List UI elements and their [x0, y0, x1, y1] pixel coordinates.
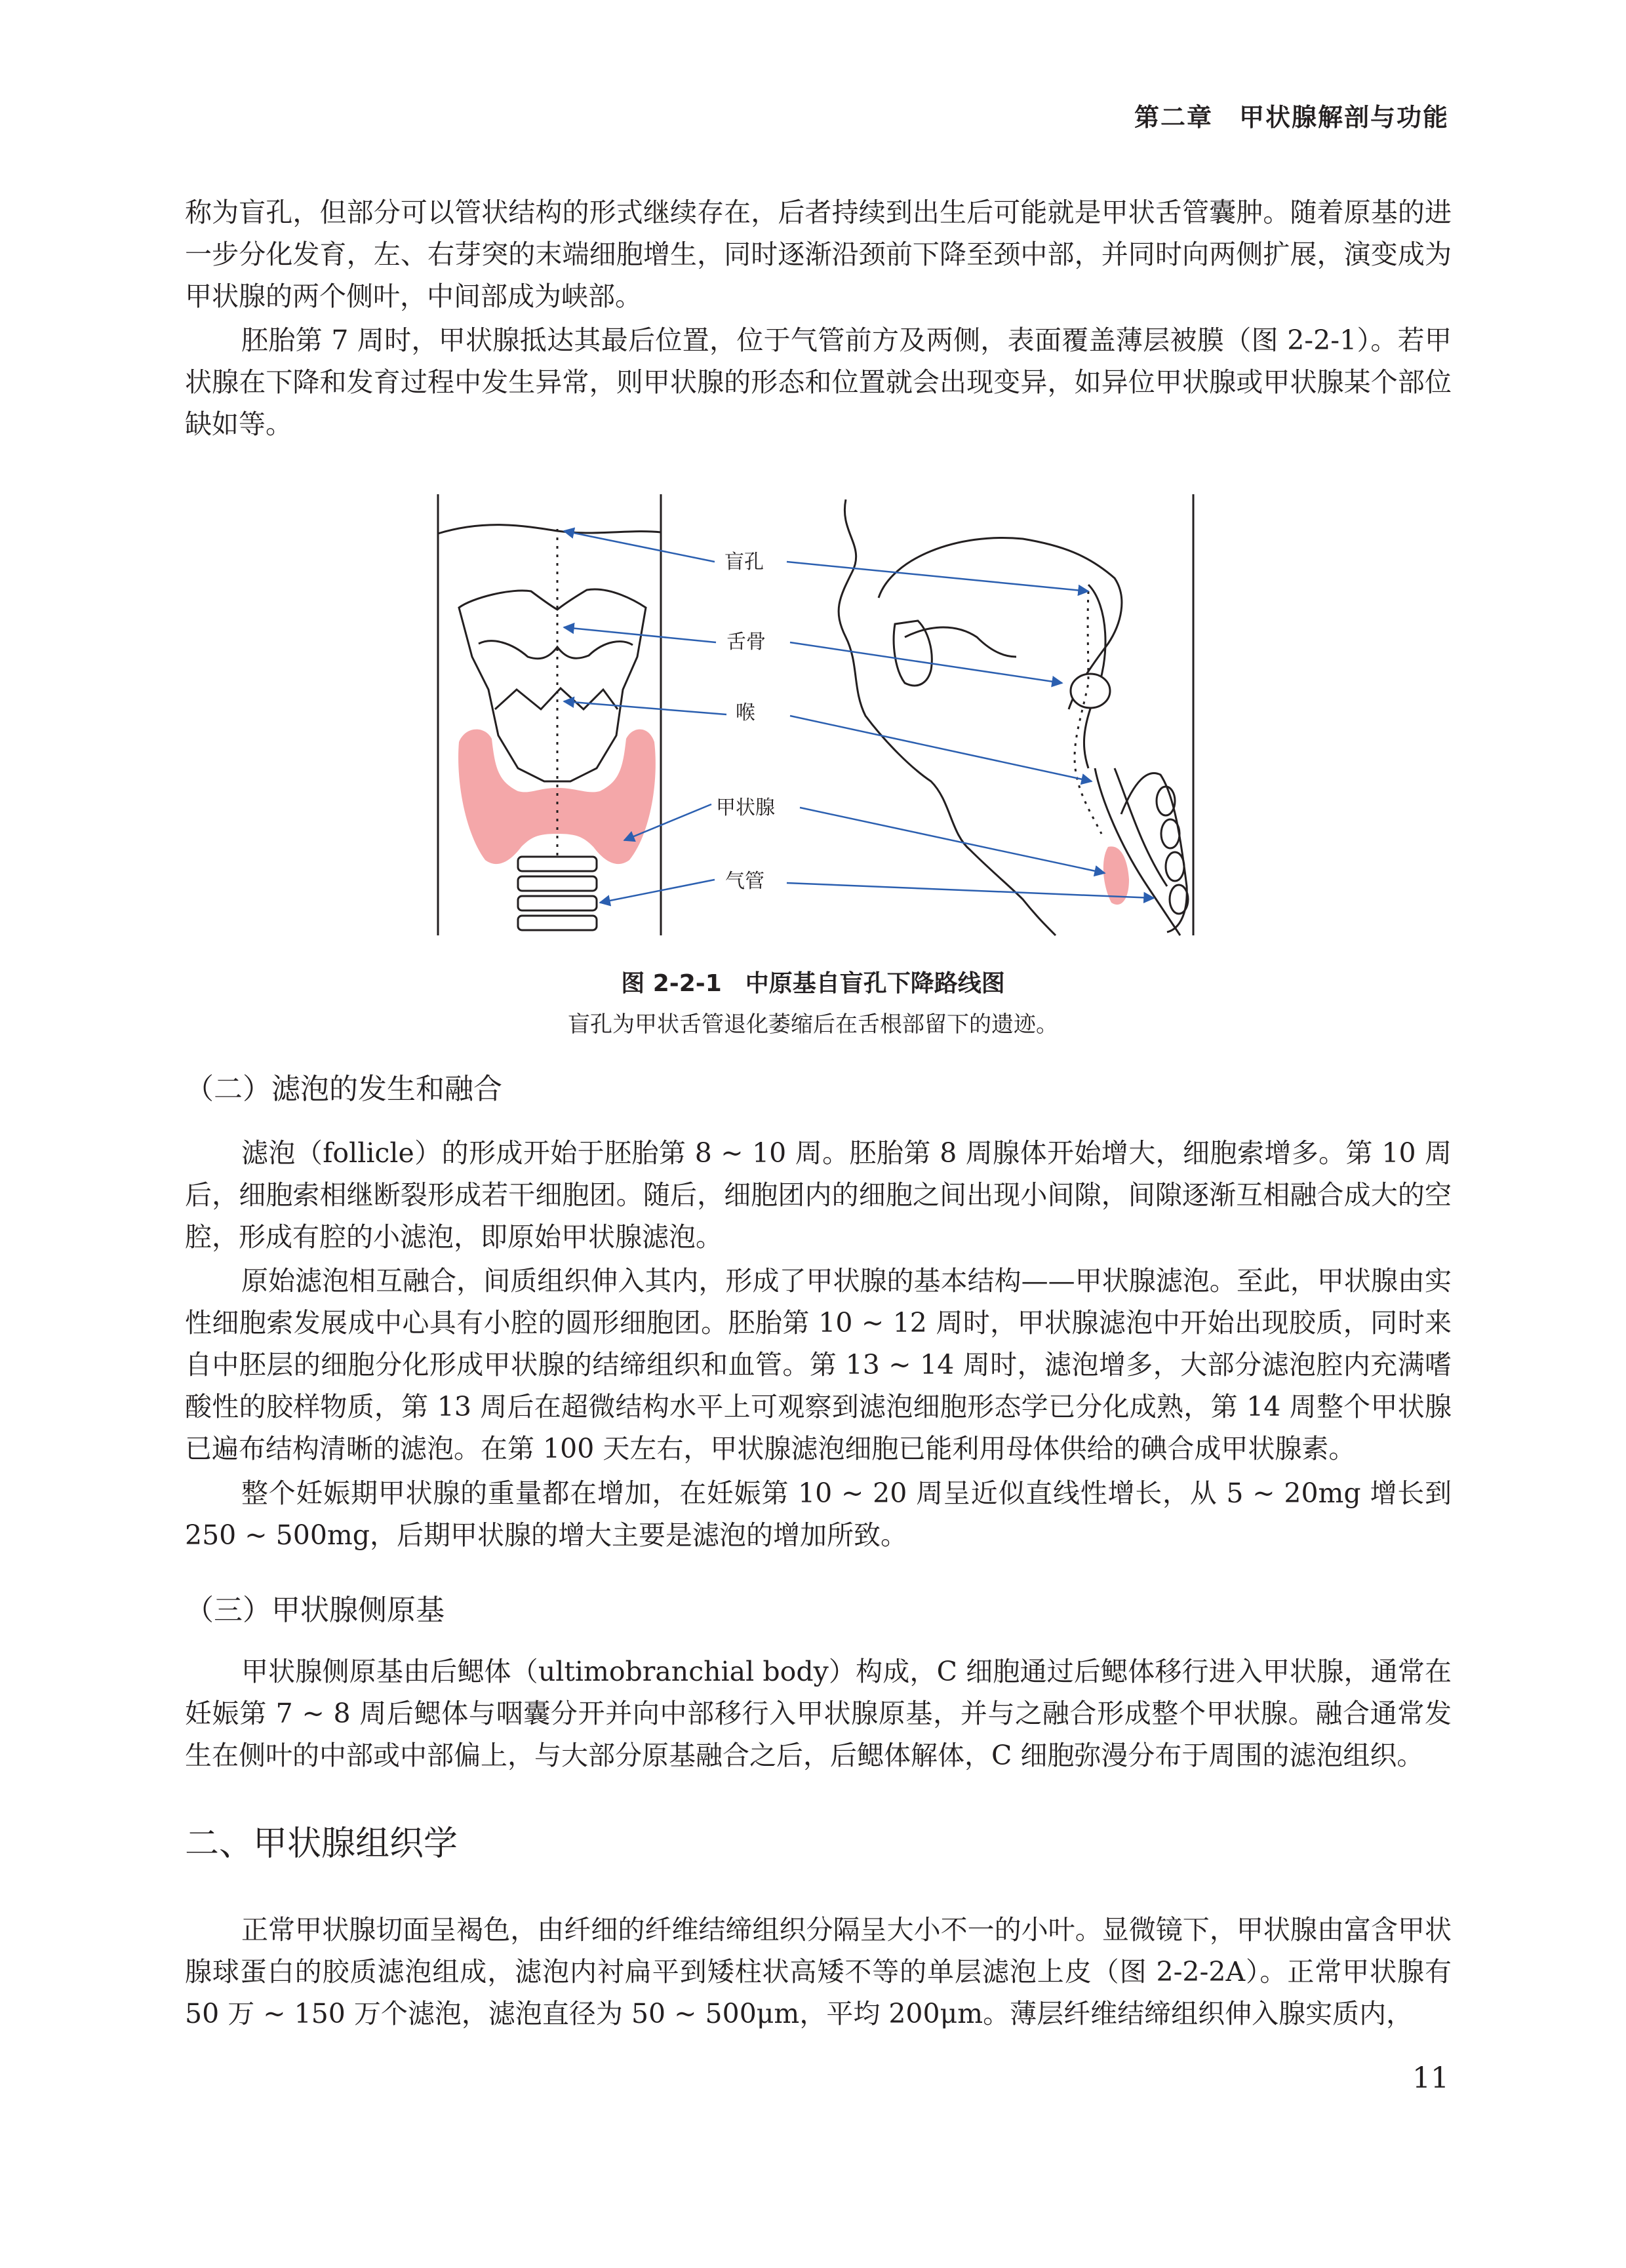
label-hyoid: 舌骨: [726, 631, 766, 654]
label-trachea: 气管: [725, 870, 764, 893]
jaw-line: [438, 525, 661, 534]
figure-caption-title: 图 2-2-1 中原基自盲孔下降路线图: [621, 970, 1005, 997]
paragraph-4: [185, 1260, 1452, 1470]
body-text: 整个妊娠期甲状腺的重量都在增加，在妊娠第 10 ~ 20 周呈近似直线性增长，从 5 ~ 20mg 增长到 250 ~ 500mg，后期甲状腺的增大主要是滤泡的增加所致。: [185, 1477, 1452, 1551]
thyroid-gland: [458, 730, 656, 865]
epiglottis-shape: [894, 621, 932, 686]
paragraph-7: [185, 1909, 1452, 2035]
label-thyroid: 甲状腺: [716, 796, 775, 819]
label-larynx: 喉: [736, 701, 755, 724]
subsection-heading: （三）甲状腺侧原基: [185, 1593, 445, 1627]
paragraph-2: [185, 319, 1452, 445]
body-text: 称为盲孔，但部分可以管状结构的形式继续存在，后者持续到出生后可能就是甲状舌管囊肿。随着原基的进一步分化发育，左、右芽突的末端细胞增生，同时逐渐沿颈前下降至颈中部，并同时向两侧扩展，演变成为甲状腺的两个侧叶，中间部成为峡部。: [185, 197, 1452, 312]
trachea-frontal: [518, 857, 597, 930]
paragraph-5: [185, 1472, 1452, 1556]
body-text: 滤泡（follicle）的形成开始于胚胎第 8 ~ 10 周。胚胎第 8 周腺体开始增大，细胞索增多。第 10 周后，细胞索相继断裂形成若干细胞团。随后，细胞团内的细胞之间出现小间隙，间隙逐渐互相融合成大的空腔，形成有腔的小滤泡，即原始甲状腺滤泡。: [185, 1137, 1452, 1253]
mandible-line: [905, 627, 1016, 657]
heading-histology-block: [185, 1816, 1452, 1865]
figure-thyroid-descent: [433, 493, 1200, 939]
subsection-heading: （二）滤泡的发生和融合: [185, 1072, 502, 1106]
hyoid-bone: [479, 641, 633, 659]
pointer-arrows: [564, 531, 1154, 903]
figure-illustration: [433, 493, 1200, 939]
sagittal-view: [839, 494, 1193, 935]
body-text: 甲状腺侧原基由后鳃体（ultimobranchial body）构成，C 细胞通过后鳃体移行进入甲状腺，通常在妊娠第 7 ~ 8 周后鳃体与咽囊分开并向中部移行入甲状腺原基，并与之融合形成整个甲状腺。融合通常发生在侧叶的中部或中部偏上，与大部分原基融合之后，后鳃体解体，C 细胞弥漫分布于周围的滤泡组织。: [185, 1656, 1452, 1771]
hyoid-sagittal: [1071, 674, 1110, 708]
running-head: 第二章 甲状腺解剖与功能: [1134, 103, 1449, 132]
section-heading: 二、甲状腺组织学: [185, 1824, 458, 1864]
figure-caption-note: 盲孔为甲状舌管退化萎缩后在舌根部留下的遗迹。: [568, 1011, 1058, 1038]
heading-lateral-block: [185, 1586, 1452, 1628]
page-number: 11: [1412, 2062, 1449, 2095]
paragraph-1: [185, 191, 1452, 317]
label-foramen-cecum: 盲孔: [724, 551, 764, 574]
descent-path-sagittal: [1075, 591, 1101, 834]
heading-follicle-block: [185, 1065, 1452, 1107]
face-profile: [839, 499, 1056, 935]
paragraph-3: [185, 1132, 1452, 1258]
body-text: 胚胎第 7 周时，甲状腺抵达其最后位置，位于气管前方及两侧，表面覆盖薄层被膜（图 2-2-1）。若甲状腺在下降和发育过程中发生异常，则甲状腺的形态和位置就会出现变异，如异位甲状腺或甲状腺某个部位缺如等。: [185, 324, 1452, 440]
body-text: 正常甲状腺切面呈褐色，由纤细的纤维结缔组织分隔呈大小不一的小叶。显微镜下，甲状腺由富含甲状腺球蛋白的胶质滤泡组成，滤泡内衬扁平到矮柱状高矮不等的单层滤泡上皮（图 2-2-2A）。正常甲状腺有 50 万 ~ 150 万个滤泡，滤泡直径为 50 ~ 500μm，平均 200μm。薄层纤维结缔组织伸入腺实质内，: [185, 1914, 1452, 2029]
body-text: 原始滤泡相互融合，间质组织伸入其内，形成了甲状腺的基本结构——甲状腺滤泡。至此，甲状腺由实性细胞索发展成中心具有小腔的圆形细胞团。胚胎第 10 ~ 12 周时，甲状腺滤泡中开始出现胶质，同时来自中胚层的细胞分化形成甲状腺的结缔组织和血管。第 13 ~ 14 周时，滤泡增多，大部分滤泡腔内充满嗜酸性的胶样物质，第 13 周后在超微结构水平上可观察到滤泡细胞形态学已分化成熟，第 14 周整个甲状腺已遍布结构清晰的滤泡。在第 100 天左右，甲状腺滤泡细胞已能利用母体供给的碘合成甲状腺素。: [185, 1265, 1452, 1464]
paragraph-6: [185, 1651, 1452, 1776]
